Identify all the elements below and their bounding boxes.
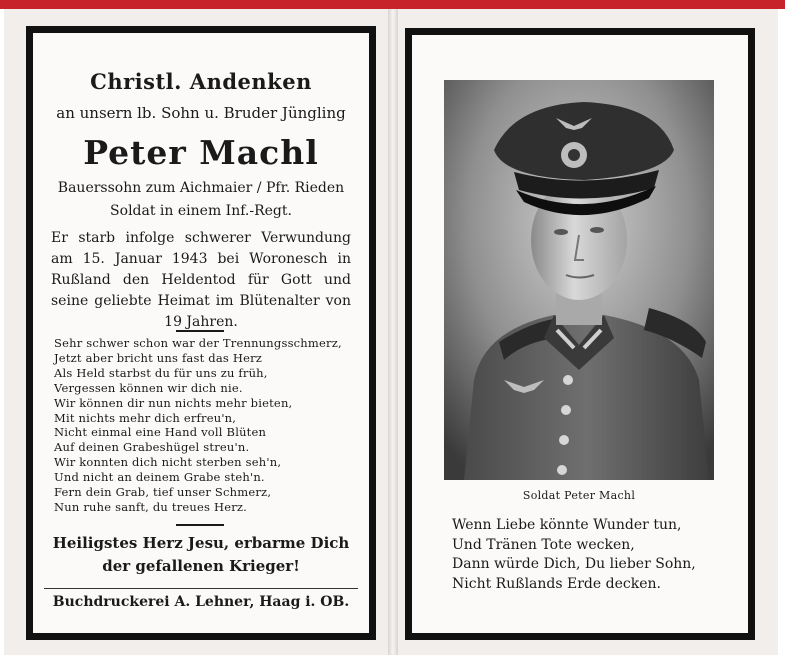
deceased-name: Peter Machl [83,133,319,172]
unit-line: Soldat in einem Inf.-Regt. [110,203,292,219]
portrait-illustration [444,80,714,480]
memorial-subtitle: an unsern lb. Sohn u. Bruder Jüngling [56,104,346,122]
verse-line: Wenn Liebe könnte Wunder tun, [452,517,682,533]
poem-line: Nicht einmal eine Hand voll Blüten [54,425,267,440]
soldier-portrait [444,80,714,480]
separator-bottom [176,524,224,526]
printer-credit: Buchdruckerei A. Lehner, Haag i. OB. [52,594,350,610]
memorial-title: Christl. Andenken [90,69,312,94]
poem-line: Auf deinen Grabeshügel streu'n. [54,440,250,455]
verse-line: Nicht Rußlands Erde decken. [452,575,661,592]
prayer-line-2: der gefallenen Krieger! [102,557,300,575]
prayer [40,532,362,578]
red-background-strip [0,0,785,9]
poem-line: Vergessen können wir dich nie. [54,380,243,395]
poem-line: Jetzt aber bricht uns fast das Herz [54,350,263,365]
card-fold [388,9,398,655]
separator-top [176,330,224,332]
poem-line: Und nicht an deinem Grabe steh'n. [54,470,265,485]
prayer-line-1: Heiligstes Herz Jesu, erbarme Dich [52,534,350,552]
poem-line: Fern dein Grab, tief unser Schmerz, [54,485,272,500]
poem-line: Als Held starbst du für uns zu früh, [54,365,268,380]
poem-line: Wir konnten dich nicht sterben seh'n, [54,455,282,470]
death-notice: Er starb infolge schwerer Verwundung am 15. Januar 1943 bei Woronesch in Rußland den Heldentod für Gott und seine geliebte Heimat im Blütenalter von 19 Jahren. [51,230,351,330]
occupation-line: Bauerssohn zum Aichmaier / Pfr. Rieden [57,180,345,196]
closing-verse [452,516,732,594]
verse-line: Und Tränen Tote wecken, [452,536,635,553]
verse-line: Dann würde Dich, Du lieber Sohn, [452,556,696,572]
poem-line: Wir können dir nun nichts mehr bieten, [54,395,293,410]
poem-line: Mit nichts mehr dich erfreu'n, [54,410,237,425]
portrait-caption: Soldat Peter Machl [522,489,636,502]
printer-rule [44,588,358,589]
poem-line: Sehr schwer schon war der Trennungsschmerz, [54,336,342,350]
memorial-poem [54,336,354,515]
poem-line: Nun ruhe sanft, du treues Herz. [54,499,248,514]
